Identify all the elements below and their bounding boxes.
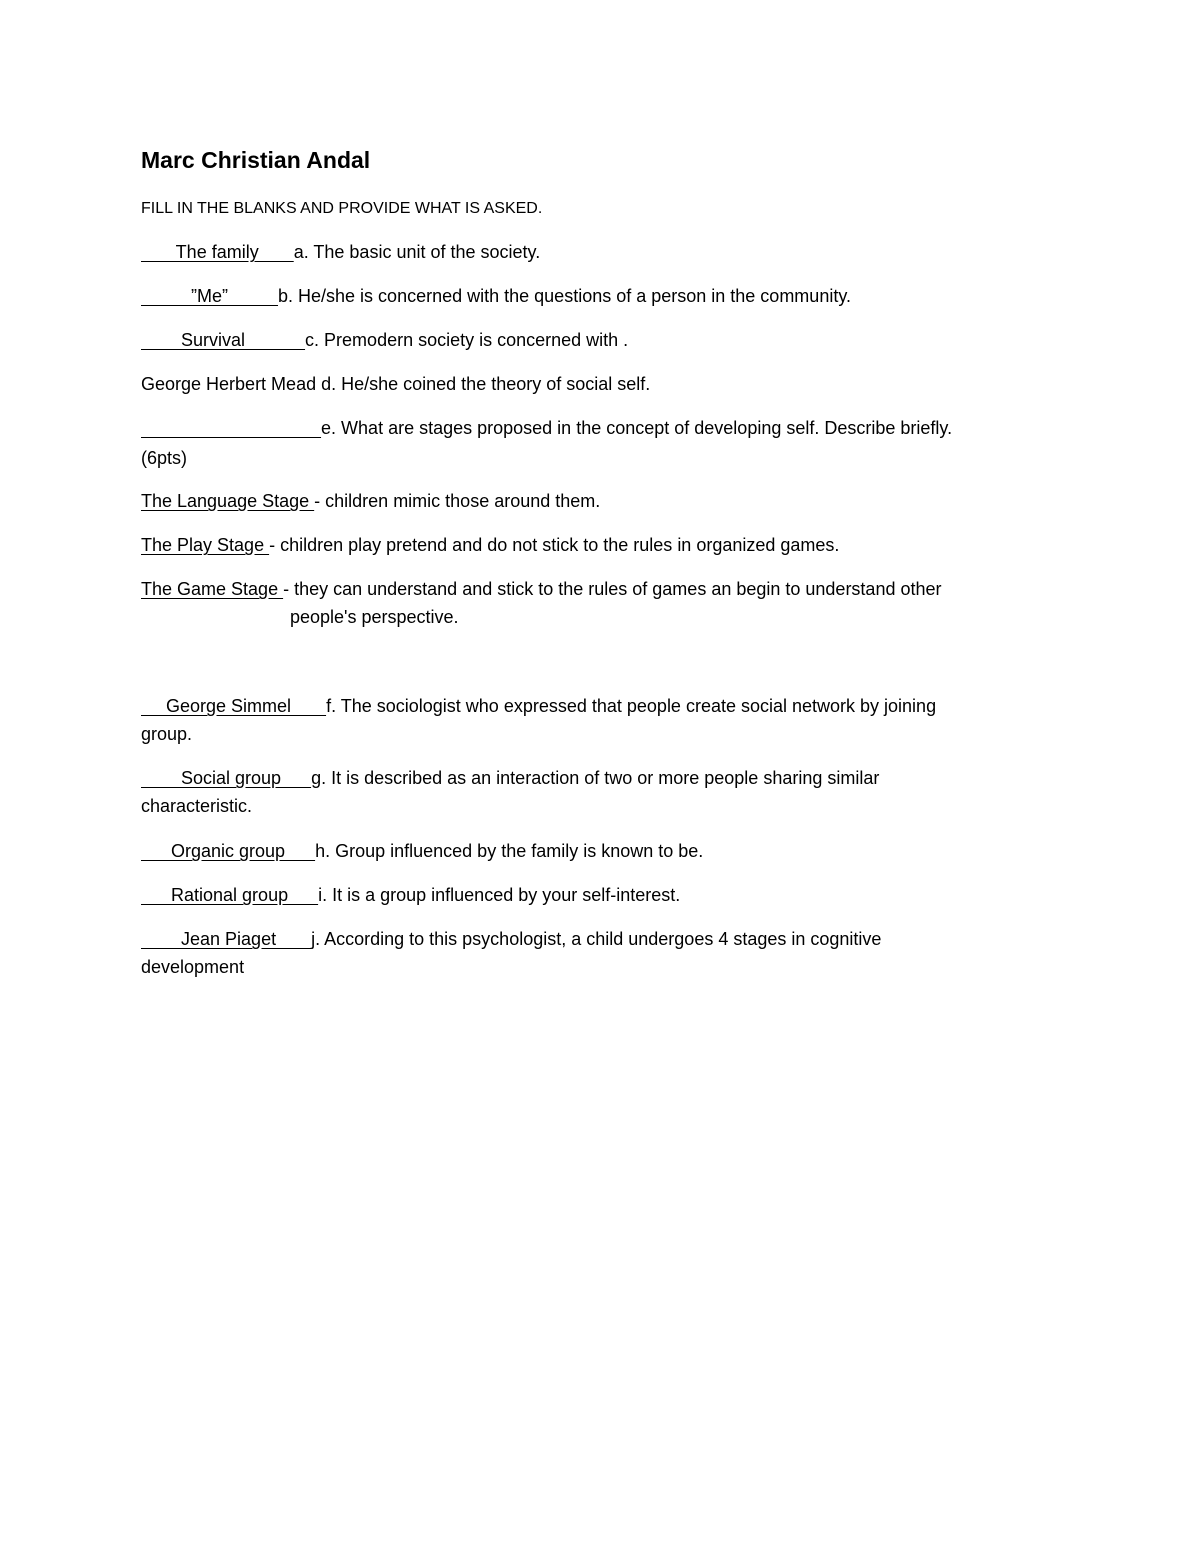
question-text: a. The basic unit of the society. [293, 242, 541, 262]
stage-description: - they can understand and stick to the rules of games an begin to understand other [283, 579, 942, 599]
item-c [141, 329, 628, 351]
item-g [141, 767, 879, 789]
stage-name: The Game Stage [141, 579, 284, 599]
question-text: f. The sociologist who expressed that people create social network by joining [326, 696, 937, 716]
item-j-continuation: development [141, 957, 245, 977]
item-g-continuation: characteristic. [141, 796, 253, 816]
question-text: e. What are stages proposed in the concept of developing self. Describe briefly. [321, 418, 953, 438]
answer-blank: ”Me” [141, 286, 279, 306]
item-e-continuation: (6pts) [141, 448, 188, 468]
item-e [141, 417, 952, 439]
answer-blank: The family [141, 242, 294, 262]
answer-blank: George Simmel [141, 696, 327, 716]
stage-description: - children mimic those around them. [314, 491, 601, 511]
answer-blank: Social group [141, 768, 312, 788]
answer-text: George Herbert Mead [141, 374, 322, 394]
stage-game-continuation: people's perspective. [290, 607, 459, 627]
question-text: b. He/she is concerned with the questions of a person in the community. [278, 286, 851, 306]
question-text: d. He/she coined the theory of social self. [321, 374, 651, 394]
question-text: h. Group influenced by the family is known to be. [315, 841, 704, 861]
question-text: g. It is described as an interaction of two or more people sharing similar [311, 768, 880, 788]
stage-description: - children play pretend and do not stick to the rules in organized games. [269, 535, 840, 555]
instructions: FILL IN THE BLANKS AND PROVIDE WHAT IS ASKED. [141, 200, 543, 217]
item-i [141, 884, 680, 906]
answer-blank: Organic group [141, 841, 316, 861]
stage-name: The Play Stage [141, 535, 270, 555]
question-text: i. It is a group influenced by your self-interest. [318, 885, 681, 905]
stage-game [141, 578, 942, 600]
stage-language [141, 490, 600, 512]
answer-blank [141, 418, 321, 438]
item-h [141, 840, 703, 862]
item-b [141, 285, 851, 307]
item-f-continuation: group. [141, 724, 193, 744]
answer-blank: Jean Piaget [141, 929, 312, 949]
author-name: Marc Christian Andal [141, 147, 371, 173]
question-text: c. Premodern society is concerned with . [305, 330, 629, 350]
answer-blank: Survival [141, 330, 306, 350]
item-a [141, 241, 540, 263]
stage-name: The Language Stage [141, 491, 315, 511]
question-text: j. According to this psychologist, a child undergoes 4 stages in cognitive [311, 929, 882, 949]
item-d [141, 373, 650, 395]
item-j [141, 928, 881, 950]
answer-blank: Rational group [141, 885, 319, 905]
item-f [141, 695, 936, 717]
stage-play [141, 534, 839, 556]
